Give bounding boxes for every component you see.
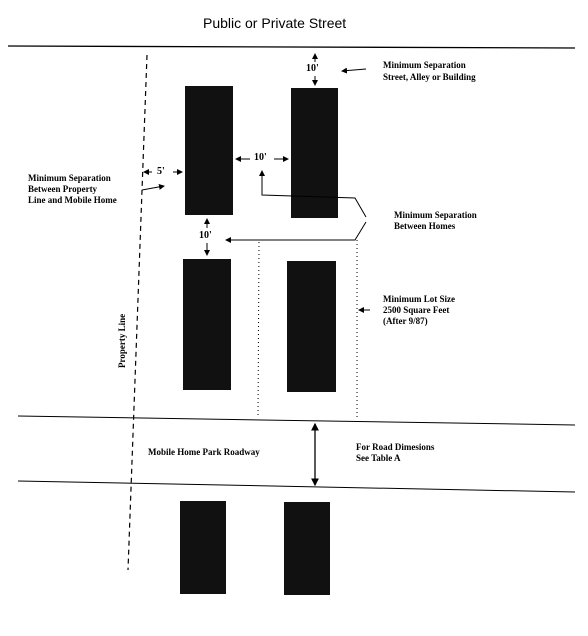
between-homes-label-line-1: Minimum Separation <box>394 210 477 220</box>
street-sep-label-line-2: Street, Alley or Building <box>383 72 476 82</box>
mobile-home <box>185 86 233 215</box>
property-sep-pointer <box>142 186 164 190</box>
roadway-label: Mobile Home Park Roadway <box>148 447 260 457</box>
roadway-bottom-line <box>18 481 575 492</box>
road-dim-label-line-2: See Table A <box>356 453 401 463</box>
mobile-home <box>291 88 338 218</box>
property-sep-label-line-1: Minimum Separation <box>28 173 111 183</box>
lot-size-label-line-2: 2500 Square Feet <box>383 305 450 315</box>
property-line-label: Property Line <box>117 313 127 368</box>
street-sep-label-line-1: Minimum Separation <box>383 60 466 70</box>
street-edge-line <box>8 46 575 48</box>
lot-size-label-line-3: (After 9/87) <box>383 316 428 326</box>
home-sep-v-dimension: 10' <box>199 230 212 241</box>
street-sep-pointer <box>342 69 366 71</box>
mobile-home <box>287 261 336 392</box>
lot-boundary-left <box>258 242 259 418</box>
street-title: Public or Private Street <box>203 15 347 31</box>
mobile-home <box>183 259 231 390</box>
lot-size-label-line-1: Minimum Lot Size <box>383 294 455 304</box>
property-sep-label-line-3: Line and Mobile Home <box>28 195 117 205</box>
property-sep-dimension: 5' <box>157 166 165 177</box>
roadway-top-line <box>18 416 575 425</box>
mobile-home <box>284 502 330 595</box>
mobile-home <box>180 501 226 594</box>
between-homes-leader-lower <box>226 222 366 240</box>
property-sep-label-line-2: Between Property <box>28 184 98 194</box>
home-sep-h-dimension: 10' <box>254 152 267 163</box>
street-sep-dimension: 10' <box>306 63 319 74</box>
road-dim-label-line-1: For Road Dimesions <box>356 442 435 452</box>
between-homes-label-line-2: Between Homes <box>394 221 456 231</box>
property-line <box>128 55 147 570</box>
